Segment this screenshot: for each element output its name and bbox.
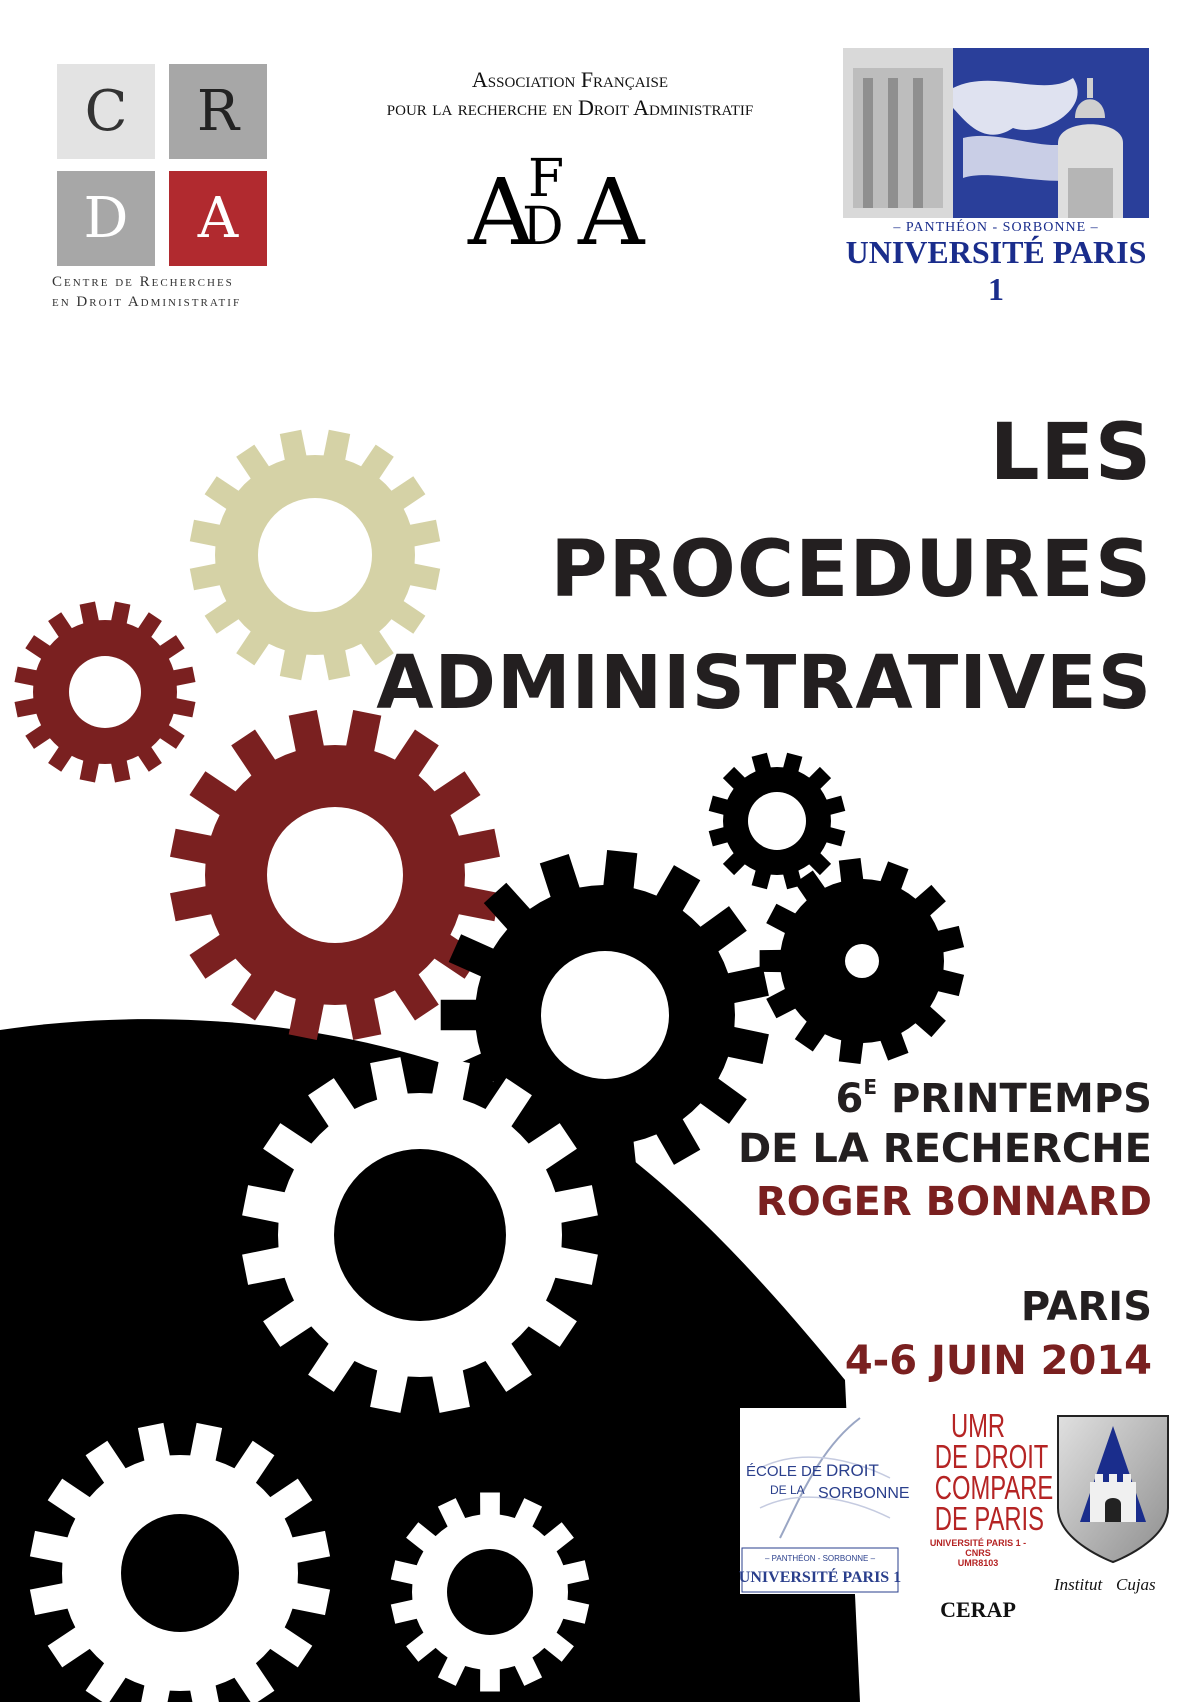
paris1-emblem-image xyxy=(843,48,1149,218)
eds-text-sorbonne: SORBONNE xyxy=(818,1485,910,1502)
afda-mark-f: F xyxy=(528,149,565,209)
event-recherche: DE LA RECHERCHE xyxy=(737,1126,1152,1172)
ecole-droit-sorbonne-logo xyxy=(738,1408,910,1594)
edition-printemps: PRINTEMPS xyxy=(877,1076,1152,1122)
crda-letter-c: C xyxy=(57,64,155,159)
crda-caption-line2: en Droit Administratif xyxy=(52,294,242,310)
eds-text-ecole: ÉCOLE DE xyxy=(746,1463,822,1480)
event-dates: 4-6 JUIN 2014 xyxy=(844,1338,1152,1384)
cujas-label-cujas: Cujas xyxy=(1116,1575,1156,1594)
gear-white-large-hole xyxy=(334,1149,506,1321)
institut-cujas-logo xyxy=(1050,1412,1176,1602)
event-city: PARIS xyxy=(1020,1284,1152,1330)
cujas-label-institut: Institut xyxy=(1054,1575,1103,1594)
gear-red-large xyxy=(170,710,500,1040)
crda-caption-line1: Centre de Recherches xyxy=(52,274,234,290)
eds-text-univ: UNIVERSITÉ PARIS 1 xyxy=(738,1569,902,1586)
afda-mark-a2: A xyxy=(578,159,645,266)
gear-black-medium xyxy=(760,858,965,1064)
umr-line-1: UMR xyxy=(950,1407,1006,1444)
gear-beige-large-hole xyxy=(258,498,372,612)
umr-droit-compare-logo xyxy=(918,1407,1054,1622)
crda-letter-r: R xyxy=(169,64,267,159)
cujas-shield xyxy=(1050,1412,1176,1602)
paris1-name: UNIVERSITÉ PARIS 1 xyxy=(845,234,1147,307)
afda-mark-a1: A xyxy=(468,159,535,266)
title-line-2: PROCEDURES xyxy=(550,525,1152,615)
paris1-subtitle: – PANTHÉON - SORBONNE – xyxy=(893,220,1099,235)
umr-sub-1: UNIVERSITÉ PARIS 1 - CNRS xyxy=(929,1538,1027,1558)
afda-name-line1: Association Française xyxy=(471,67,669,92)
gear-red-small xyxy=(15,602,196,783)
crda-letter-a: A xyxy=(169,171,267,266)
gear-white-bottom-left-hole xyxy=(121,1514,239,1632)
cerap-label: CERAP xyxy=(940,1597,1016,1622)
eds-text-droit: DROIT xyxy=(826,1461,879,1480)
event-edition xyxy=(836,1075,1152,1122)
crda-logo xyxy=(52,64,272,324)
gear-black-tiny xyxy=(709,753,846,890)
umr-line-2: DE DROIT xyxy=(934,1438,1049,1475)
title-line-1: LES xyxy=(989,408,1152,498)
umr-sub-2: UMR8103 xyxy=(957,1558,999,1568)
event-roger-bonnard: ROGER BONNARD xyxy=(755,1179,1152,1225)
gear-black-large-hole xyxy=(541,951,669,1079)
umr-line-4: DE PARIS xyxy=(934,1500,1044,1537)
gear-white-bottom-right-hole xyxy=(447,1549,533,1635)
title-line-3: ADMINISTRATIVES xyxy=(376,640,1152,726)
afda-mark-d: D xyxy=(522,197,564,257)
crda-letter-d: D xyxy=(57,171,155,266)
universite-paris1-logo xyxy=(843,48,1149,307)
eds-emblem xyxy=(738,1408,910,1594)
gear-black-tiny-hole xyxy=(748,792,806,850)
gear-red-large-hole xyxy=(267,807,403,943)
edition-number: 6 xyxy=(835,1076,864,1122)
gear-black-medium-hole xyxy=(845,944,879,978)
afda-name-line2: pour la recherche en Droit Administratif xyxy=(386,95,754,120)
eds-text-de-la: DE LA xyxy=(770,1483,805,1497)
gear-red-small-hole xyxy=(69,656,141,728)
eds-text-sub: – PANTHÉON - SORBONNE – xyxy=(764,1554,876,1563)
afda-logo xyxy=(300,66,840,266)
afda-monogram xyxy=(460,144,680,266)
edition-superscript: E xyxy=(863,1075,878,1099)
umr-line-3: COMPARE xyxy=(934,1469,1054,1506)
